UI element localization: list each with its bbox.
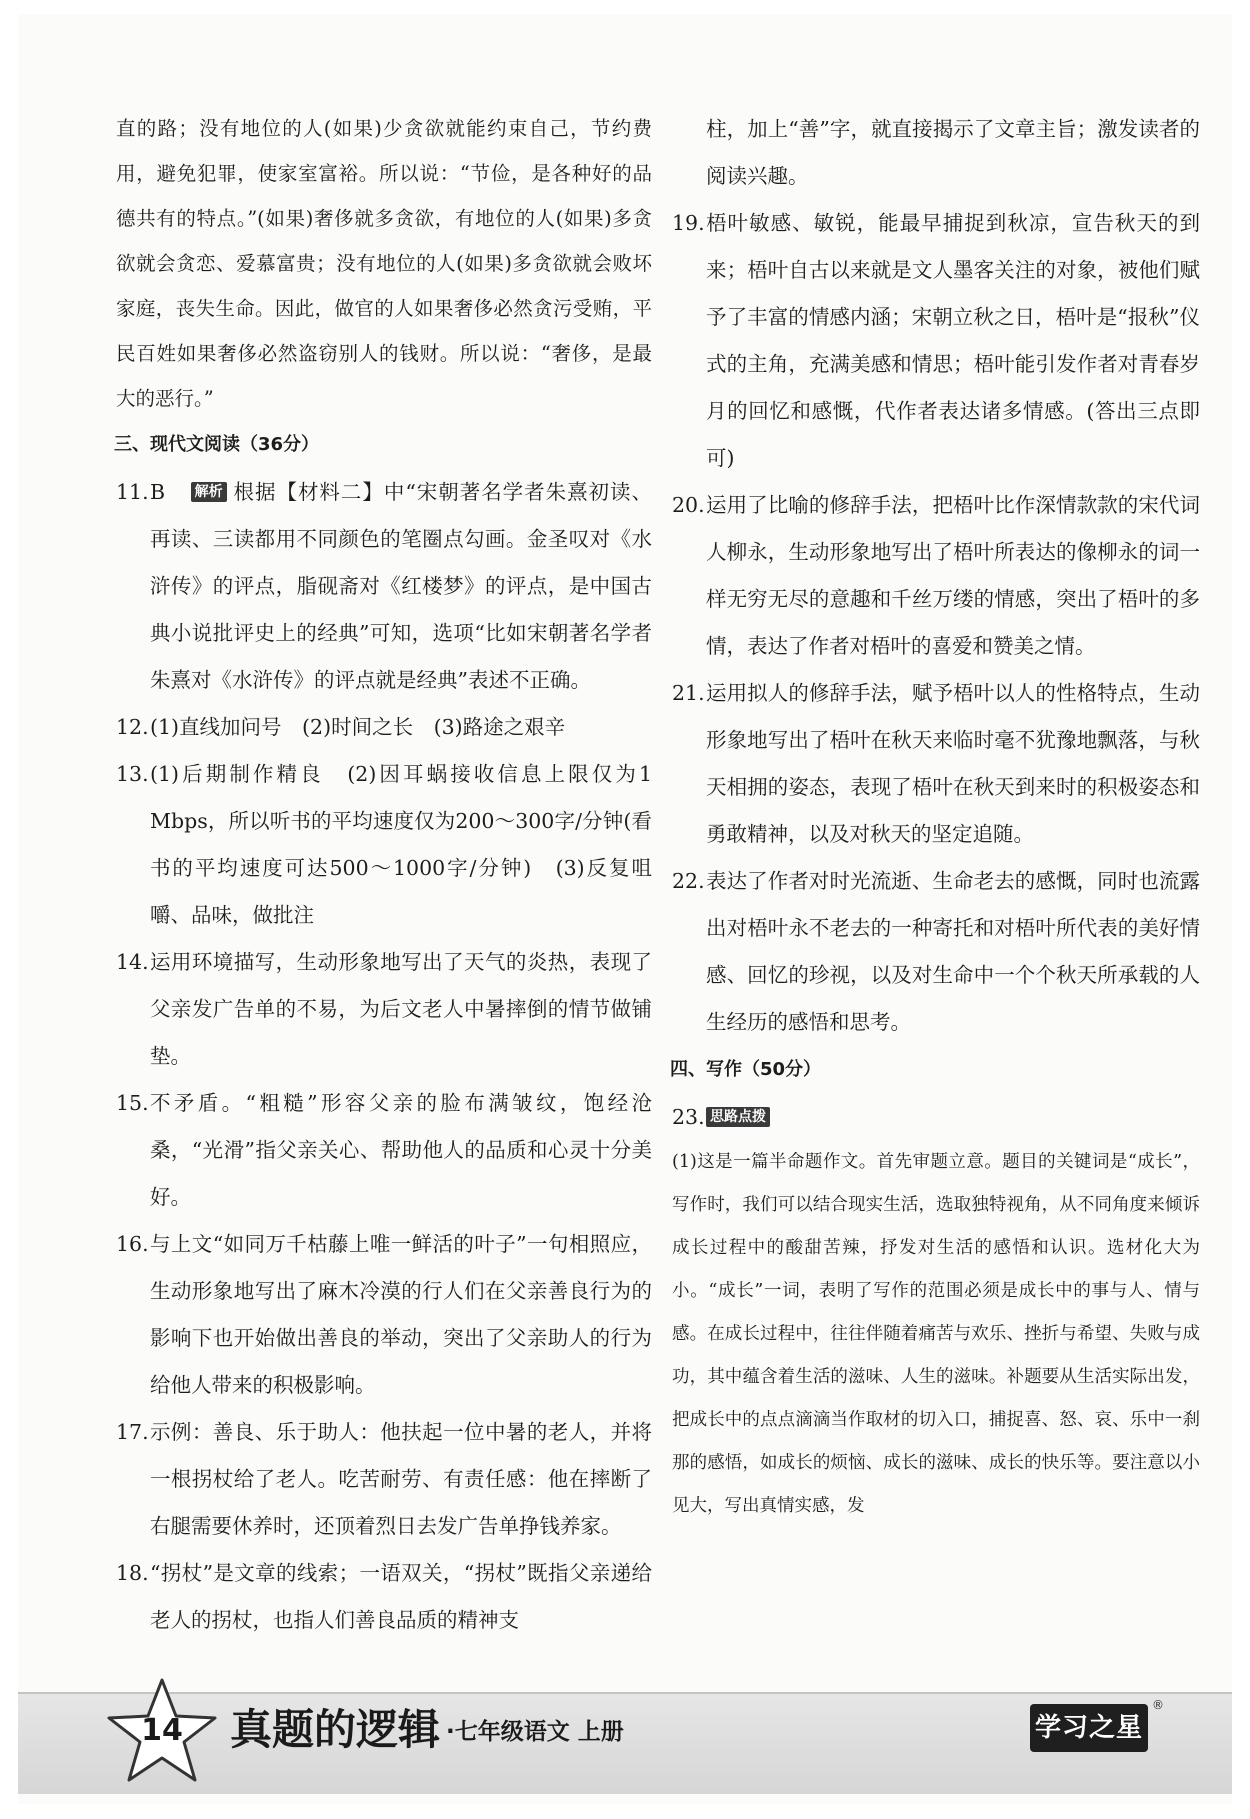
page-footer [18, 1692, 1232, 1794]
book-subtitle: ·七年级语文 上册 [446, 1719, 624, 1745]
item-number: 23. [672, 1105, 705, 1129]
item-number: 19. [672, 211, 705, 235]
answer-text: 示例：善良、乐于助人：他扶起一位中暑的老人，并将一根拐杖给了老人。吃苦耐劳、有责任感：他在摔断了右腿需要休养时，还顶着烈日去发广告单挣钱养家。 [150, 1420, 652, 1538]
answer-item-22 [672, 858, 1200, 1046]
registered-mark: ® [1152, 1698, 1164, 1712]
item-number: 18. [116, 1561, 149, 1585]
answer-item-15 [116, 1080, 652, 1221]
item-number: 21. [672, 681, 705, 705]
book-title: 真题的逻辑 [230, 1705, 441, 1754]
answer-text: 运用环境描写，生动形象地写出了天气的炎热，表现了父亲发广告单的不易，为后文老人中暑摔倒的情节做铺垫。 [150, 950, 652, 1068]
item-number: 16. [116, 1232, 149, 1256]
answer-text: 运用了比喻的修辞手法，把梧叶比作深情款款的宋代词人柳永，生动形象地写出了梧叶所表达的像柳永的词一样无穷无尽的意趣和千丝万缕的情感，突出了梧叶的多情，表达了作者对梧叶的喜爱和赞美之情。 [706, 493, 1200, 658]
answer-text: “拐杖”是文章的线索；一语双关，“拐杖”既指父亲递给老人的拐杖，也指人们善良品质的精神支 [150, 1561, 652, 1632]
answer-item-18 [116, 1550, 652, 1644]
item-number: 15. [116, 1091, 149, 1115]
writing-hint-tag: 思路点拨 [706, 1107, 770, 1127]
answer-item-17 [116, 1409, 652, 1550]
answer-item-19 [672, 200, 1200, 482]
right-column [672, 106, 1200, 1528]
answer-page [18, 14, 1232, 1804]
answer-text: 不矛盾。“粗糙”形容父亲的脸布满皱纹，饱经沧桑，“光滑”指父亲关心、帮助他人的品质和心灵十分美好。 [150, 1091, 652, 1209]
answer-text: (1)直线加问号 (2)时间之长 (3)路途之艰辛 [150, 715, 566, 739]
item-number: 11. [116, 480, 149, 504]
answer-text: 运用拟人的修辞手法，赋予梧叶以人的性格特点，生动形象地写出了梧叶在秋天来临时毫不犹豫地飘落，与秋天相拥的姿态，表现了梧叶在秋天到来时的积极姿态和勇敢精神，以及对秋天的坚定追随。 [706, 681, 1200, 846]
item-number: 22. [672, 869, 705, 893]
item-number: 12. [116, 715, 149, 739]
left-continuation-text: 直的路；没有地位的人(如果)少贪欲就能约束自己，节约费用，避免犯罪，使家室富裕。所以说：“节俭，是各种好的品德共有的特点。”(如果)奢侈就多贪欲，有地位的人(如果)多贪欲就会贪恋、爱慕富贵；没有地位的人(如果)多贪欲就会败坏家庭，丧失生命。因此，做官的人如果奢侈必然贪污受贿，平民百姓如果奢侈必然盗窃别人的钱财。所以说：“奢侈，是最大的恶行。” [116, 117, 652, 410]
answer-text: 梧叶敏感、敏锐，能最早捕捉到秋凉，宣告秋天的到来；梧叶自古以来就是文人墨客关注的对象，被他们赋予了丰富的情感内涵；宋朝立秋之日，梧叶是“报秋”仪式的主角，充满美感和情思；梧叶能引发作者对青春岁月的回忆和感慨，代作者表达诸多情感。(答出三点即可) [706, 211, 1200, 470]
item-number: 17. [116, 1420, 149, 1444]
section-title-writing: 四、写作（50分） [670, 1059, 822, 1080]
choice-answer: B [150, 480, 166, 504]
publisher-logo: 学习之星 [1030, 1704, 1148, 1752]
answer-item-23 [672, 1094, 1200, 1141]
answer-text: 与上文“如同万千枯藤上唯一鲜活的叶子”一句相照应，生动形象地写出了麻木冷漠的行人们在父亲善良行为的影响下也开始做出善良的举动，突出了父亲助人的行为给他人带来的积极影响。 [150, 1232, 652, 1397]
page-number: 14 [141, 1713, 183, 1748]
item-number: 20. [672, 493, 705, 517]
right-continuation-text: 柱，加上“善”字，就直接揭示了文章主旨；激发读者的阅读兴趣。 [706, 117, 1200, 188]
answer-item-21 [672, 670, 1200, 858]
answer-text: (1)后期制作精良 (2)因耳蜗接收信息上限仅为1 Mbps，所以听书的平均速度仅为200～300字/分钟(看书的平均速度可达500～1000字/分钟) (3)反复咀嚼、品味，做批注 [150, 762, 652, 927]
item-number: 14. [116, 950, 149, 974]
answer-item-14 [116, 939, 652, 1080]
analysis-tag: 解析 [191, 482, 227, 502]
left-column [116, 106, 652, 1644]
answer-item-13 [116, 751, 652, 939]
answer-text: 表达了作者对时光流逝、生命老去的感慨，同时也流露出对梧叶永不老去的一种寄托和对梧叶所代表的美好情感、回忆的珍视，以及对生命中一个个秋天所承载的人生经历的感悟和思考。 [706, 869, 1200, 1034]
answer-text: 根据【材料二】中“宋朝著名学者朱熹初读、再读、三读都用不同颜色的笔圈点勾画。金圣叹对《水浒传》的评点，脂砚斋对《红楼梦》的评点，是中国古典小说批评史上的经典”可知，选项“比如宋朝著名学者朱熹对《水浒传》的评点就是经典”表述不正确。 [150, 480, 652, 692]
answer-item-12 [116, 704, 652, 751]
writing-guidance-text: (1)这是一篇半命题作文。首先审题立意。题目的关键词是“成长”，写作时，我们可以结合现实生活，选取独特视角，从不同角度来倾诉成长过程中的酸甜苦辣，抒发对生活的感悟和认识。选材化大为小。“成长”一词，表明了写作的范围必须是成长中的事与人、情与感。在成长过程中，往往伴随着痛苦与欢乐、挫折与希望、失败与成功，其中蕴含着生活的滋味、人生的滋味。补题要从生活实际出发，把成长中的点点滴滴当作取材的切入口，捕捉喜、怒、哀、乐中一刹那的感悟，如成长的烦恼、成长的滋味、成长的快乐等。要注意以小见大，写出真情实感，发 [672, 1152, 1200, 1516]
answer-item-20 [672, 482, 1200, 670]
answer-item-16 [116, 1221, 652, 1409]
answer-item-18-continued [672, 106, 1200, 200]
section-title-reading: 三、现代文阅读（36分） [114, 434, 320, 455]
answer-item-11 [116, 469, 652, 704]
item-number: 13. [116, 762, 149, 786]
